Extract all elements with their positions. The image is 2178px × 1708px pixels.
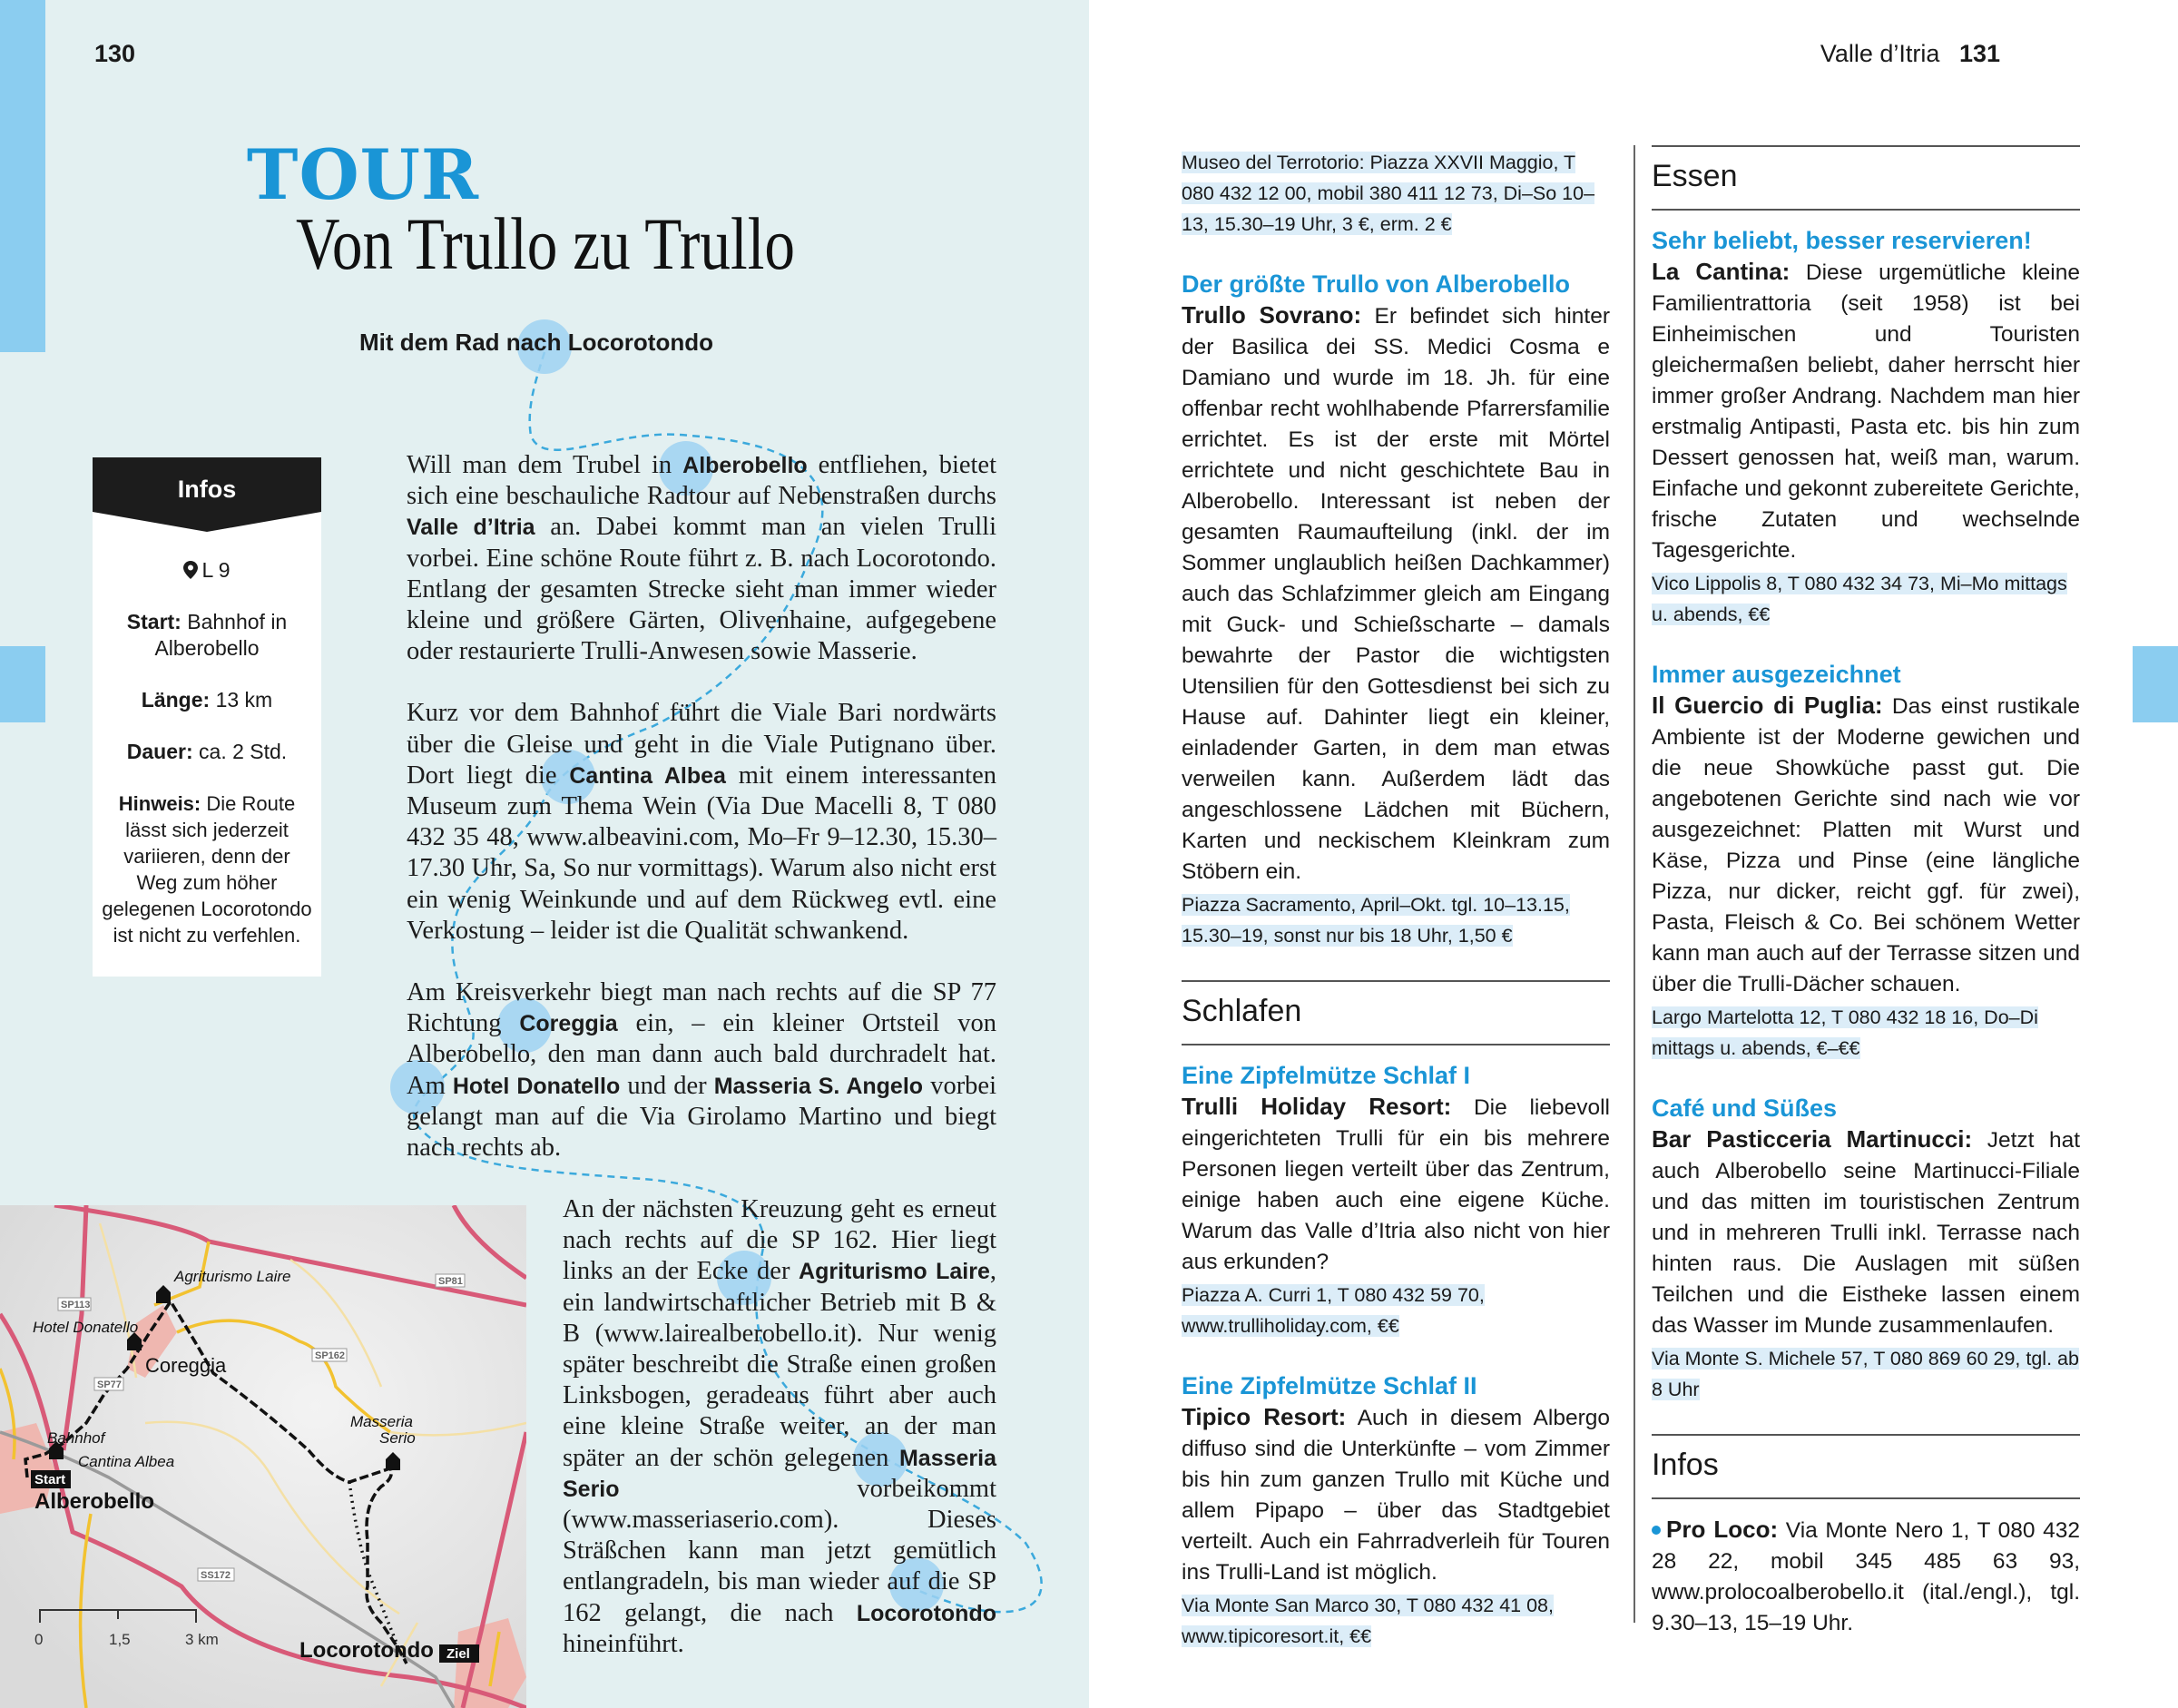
text-run: und der [620,1071,714,1100]
place-label: Agriturismo Laire [174,1268,291,1285]
start-badge [31,1470,71,1488]
highlighted-place: Masseria S. Angelo [713,1073,924,1099]
tour-text-column-b [563,1194,996,1691]
highlighted-place: Cantina Albea [569,762,726,789]
place-label: Hotel Donatello [33,1319,139,1336]
route-map [0,1205,526,1708]
place-label-serio: Serio [379,1429,416,1447]
info-entry [1652,1514,2080,1639]
highlighted-place: Alberobello [682,453,808,478]
text-run: , ein landwirtschaftlicher Betrieb mit B & B (www.lairealberobello.it). Nur wenig später beschreibt die Straße einen großen Linksbogen, geradeaus führt aber auch eine kleine Straße weiter, an der man später an der schön gelegenen [563,1257,996,1472]
entry-tagline: Sehr beliebt, besser reservieren! [1652,227,2032,254]
entry-text: Diese urgemütliche kleine Familientrattoria (seit 1958) ist bei Einheimischen und Touristen gleichermaßen beliebt, daher herrscht hier immer großer Andrang. Nachdem man hier erstmalig Antipasti, Pasta etc. bis hin zum Dessert genossen hat, weiß man, warum. Einfache und gekonnt zubereitete Gerichte, frische Zutaten und wechselnde Tagesgerichte. [1652,260,2080,563]
paragraph [407,977,996,1163]
text-run: an. Dabei kommt man an vielen Trulli vorbei. Eine schöne Route führt z. B. nach Locorotondo. Entlang der gesamten Strecke sieht man immer wieder kleine und größere Gärten, Olivenhaine, aufgegebene oder restaurierte Trulli-Anwesen sowie Masserie. [407,513,996,666]
map-pin-icon [183,561,198,579]
page-number-right: 131 [1958,40,2000,67]
text-run: ein, – ein kleiner Ortsteil von Alberobello, den man dann auch bald durchradelt hat. Am [407,1009,997,1100]
paragraph [407,698,996,947]
entry-name: La Cantina: [1652,258,1790,285]
text-run: Am Kreisverkehr biegt man nach rechts auf die SP 77 Richtung [407,978,996,1038]
text-run: entfliehen, bietet sich eine beschauliche Radtour auf Nebenstraßen durchs [407,451,996,511]
bullet-icon [1652,1526,1661,1535]
entry-name: Trulli Holiday Resort: [1182,1093,1452,1120]
road-label: SP81 [438,1276,463,1287]
info-duration: Dauer: ca. 2 Std. [126,740,288,763]
text-run: mit einem interessanten Museum zum Thema Wein (Via Due Macelli 8, T 080 432 35 48, www.albeavini.com, Mo–Fr 9–12.30, 15.30–17.30 Uhr, Sa, So nur vormittags). Warum also nicht erst ein wenig Weinkunde und auf dem Rückweg evtl. eine Verkostung – leider ist die Qualität schwankend. [407,761,996,945]
tour-text-column-a [407,450,996,1194]
chapter-title: Valle d’Itria [1820,40,1940,67]
text-run: Kurz vor dem Bahnhof führt die Viale Bari nordwärts über die Gleise und geht in die Viale Putignano über. Dort liegt die [407,699,996,790]
entry-text: Er befindet sich hinter der Basilica dei SS. Medici Cosma e Damiano und wurde im 18. Jh. für eine offenbar recht wohlhabende Pfarrersfamilie errichtet. Es ist der erste mit Mörtel errichtete und nicht geschichtete Bau in Alberobello. Interessant ist neben der gesamten Raumaufteilung (inkl. der im Sommer unglaublich heißen Dachkammer) auch das Schlafzimmer gleich am Eingang mit Guck- und Schießscharte – damals bewahrte der Pastor die wichtigsten Utensilien für den Gottesdienst bei sich zu Hause auf. Dahinter liegt ein kleiner, einladender Garten, in dem man etwas verweilen kann. Außerdem lädt das angeschlossene Lädchen mit Büchern, Karten und neckischem Kleinkram zum Stöbern ein. [1182,304,1611,884]
entry-text: Auch in diesem Albergo diffuso sind die Unterkünfte – vom Zimmer bis hin zum ganzen Trullo mit Küche und allem Pipapo – über das Stadtgebiet verteilt. Auch ein Fahrradverleih für Touren ins Trulli-Land ist möglich. [1182,1406,1610,1585]
infobox-header [93,457,321,532]
infobox-title: Infos [177,476,237,503]
end-badge [439,1644,479,1663]
paragraph [563,1194,996,1660]
entry-tagline: Immer ausgezeichnet [1652,661,1901,688]
route-map-graphic [0,1205,526,1708]
entry-text: Die liebevoll eingerichteten Trulli für ein bis mehrere Personen liegen verteilt über das Zentrum, einige haben auch eine eigene Küche. Warum das Valle d’Itria also nicht von hier aus erkunden? [1182,1095,1610,1274]
entry-tagline: Der größte Trullo von Alberobello [1182,270,1571,298]
entry-name: Tipico Resort: [1182,1403,1347,1430]
highlighted-place: Coreggia [519,1011,618,1037]
restaurant-entry [1652,659,2080,1064]
running-header [1820,40,2000,68]
place-label: Locorotondo [299,1638,434,1663]
right-column-2 [1652,145,2080,1668]
highlighted-place: Locorotondo [856,1600,996,1626]
tour-title: Von Trullo zu Trullo [296,202,796,285]
road-label: SP77 [97,1379,122,1390]
entry-address: Vico Lippolis 8, T 080 432 34 73, Mi–Mo mittags u. abends, €€ [1652,573,2067,625]
entry-address: Largo Martelotta 12, T 080 432 18 16, Do–Di mittags u. abends, €–€€ [1652,1006,2038,1059]
road-label: SS172 [201,1570,231,1581]
text-run: vorbei gelangt man auf die Via Girolamo Martino und biegt nach rechts ab. [407,1071,996,1163]
text-run: Will man dem Trubel in [407,451,683,479]
map-reference: L 9 [102,557,312,584]
highlighted-place: Agriturismo Laire [799,1259,990,1285]
scale-tick-label: 3 km [185,1631,219,1648]
section-heading-essen: Essen [1652,145,2080,211]
entry-name: Bar Pasticceria Martinucci: [1652,1125,1973,1153]
museo-address: Museo del Terrotorio: Piazza XXVII Maggio, T 080 432 12 00, mobil 380 411 12 73, Di–So 10–13, 15.30–19 Uhr, 3 €, erm. 2 € [1182,152,1595,235]
section-heading-schlafen: Schlafen [1182,980,1610,1045]
entry-text: Das einst rustikale Ambiente ist der Moderne gewichen und die neue Showküche passt gut. Die angebotenen Gerichte sind nach wie vor ausgezeichnet: Platten mit Wurst und Käse, Pizza und Pinse (eine längliche Pizza, nur dicker, reicht ggf. für zwei), Pasta, Fleisch & Co. Bei schönem Wetter kann man auch auf der Terrasse sitzen und über die Trulli-Dächer schauen. [1652,694,2080,996]
scale-tick-label: 1,5 [109,1631,131,1648]
info-length: Länge: 13 km [141,688,273,712]
entry-tagline: Eine Zipfelmütze Schlaf I [1182,1062,1471,1089]
paragraph [407,450,996,667]
place-label: Coreggia [145,1354,227,1377]
entry-name: Trullo Sovrano: [1182,301,1362,329]
road-label: SP162 [315,1350,346,1361]
scale-tick-label: 0 [34,1631,44,1648]
svg-text:Ziel: Ziel [446,1646,470,1662]
entry-tagline: Café und Süßes [1652,1094,1838,1122]
highlighted-place: Valle d’Itria [407,515,535,541]
info-start: Start: Bahnhof in Alberobello [126,610,288,660]
cafe-entry [1652,1093,2080,1405]
entry-text: Via Monte Nero 1, T 080 432 28 22, mobil 345 485 63 93, www.prolocoalberobello.it (ital./engl.), tgl. 9.30–13, 15–19 Uhr. [1652,1518,2080,1635]
place-label: Cantina Albea [78,1453,175,1470]
road-label: SP113 [61,1300,91,1310]
entry-address: Piazza A. Curri 1, T 080 432 59 70, www.trulliholiday.com, €€ [1182,1284,1485,1337]
hotel-entry [1182,1060,1610,1341]
svg-text:Start: Start [34,1472,66,1487]
text-run: An der nächsten Kreuzung geht es erneut nach rechts auf die SP 162. Hier liegt links an der Ecke der [563,1195,996,1286]
entry-text: Jetzt hat auch Alberobello seine Martinucci-Filiale und das mitten im touristischen Zentrum und in mehreren Trulli inkl. Terrasse nach hinten raus. Die Auslagen mit süßen Teilchen und die Eistheke lassen einem das Wasser im Munde zusammenlaufen. [1652,1128,2080,1338]
right-column-1 [1182,145,1610,1681]
place-label: Bahnhof [47,1429,105,1447]
chapter-tab-marker [0,646,45,722]
place-label: Masseria [350,1413,413,1430]
tour-infobox [93,457,321,977]
page-number-left: 130 [94,40,136,67]
section-heading-infos: Infos [1652,1434,2080,1499]
chapter-tab-marker [2133,646,2178,722]
entry-address: Piazza Sacramento, April–Okt. tgl. 10–13.15, 15.30–19, sonst nur bis 18 Uhr, 1,50 € [1182,894,1570,947]
entry-name: Il Guercio di Puglia: [1652,692,1883,719]
info-hint: Hinweis: Die Route lässt sich jederzeit variieren, denn der Weg zum höher gelegenen Locorotondo ist nicht zu verfehlen. [102,792,312,947]
entry-tagline: Eine Zipfelmütze Schlaf II [1182,1372,1477,1399]
highlighted-place: Masseria Serio [563,1445,996,1502]
entry-address: Via Monte S. Michele 57, T 080 869 60 29, tgl. ab 8 Uhr [1652,1348,2079,1400]
place-label: Alberobello [34,1489,155,1514]
entry-name: Pro Loco: [1666,1516,1779,1543]
tour-kicker: TOUR [246,134,480,215]
entry-address: Via Monte San Marco 30, T 080 432 41 08, www.tipicoresort.it, €€ [1182,1595,1554,1647]
text-run: hineinführt. [563,1629,684,1658]
column-divider [1634,145,1635,1623]
hotel-entry [1182,1370,1610,1652]
tour-subtitle: Mit dem Rad nach Locorotondo [359,329,713,356]
restaurant-entry [1652,225,2080,630]
text-run: vorbeikommt (www.masseriaserio.com). Dieses Sträßchen kann man jetzt gemütlich entlangradeln, bis man wieder auf die SP 162 gelangt, die nach [563,1474,996,1627]
sight-entry [1182,269,1610,951]
highlighted-place: Hotel Donatello [452,1073,621,1099]
